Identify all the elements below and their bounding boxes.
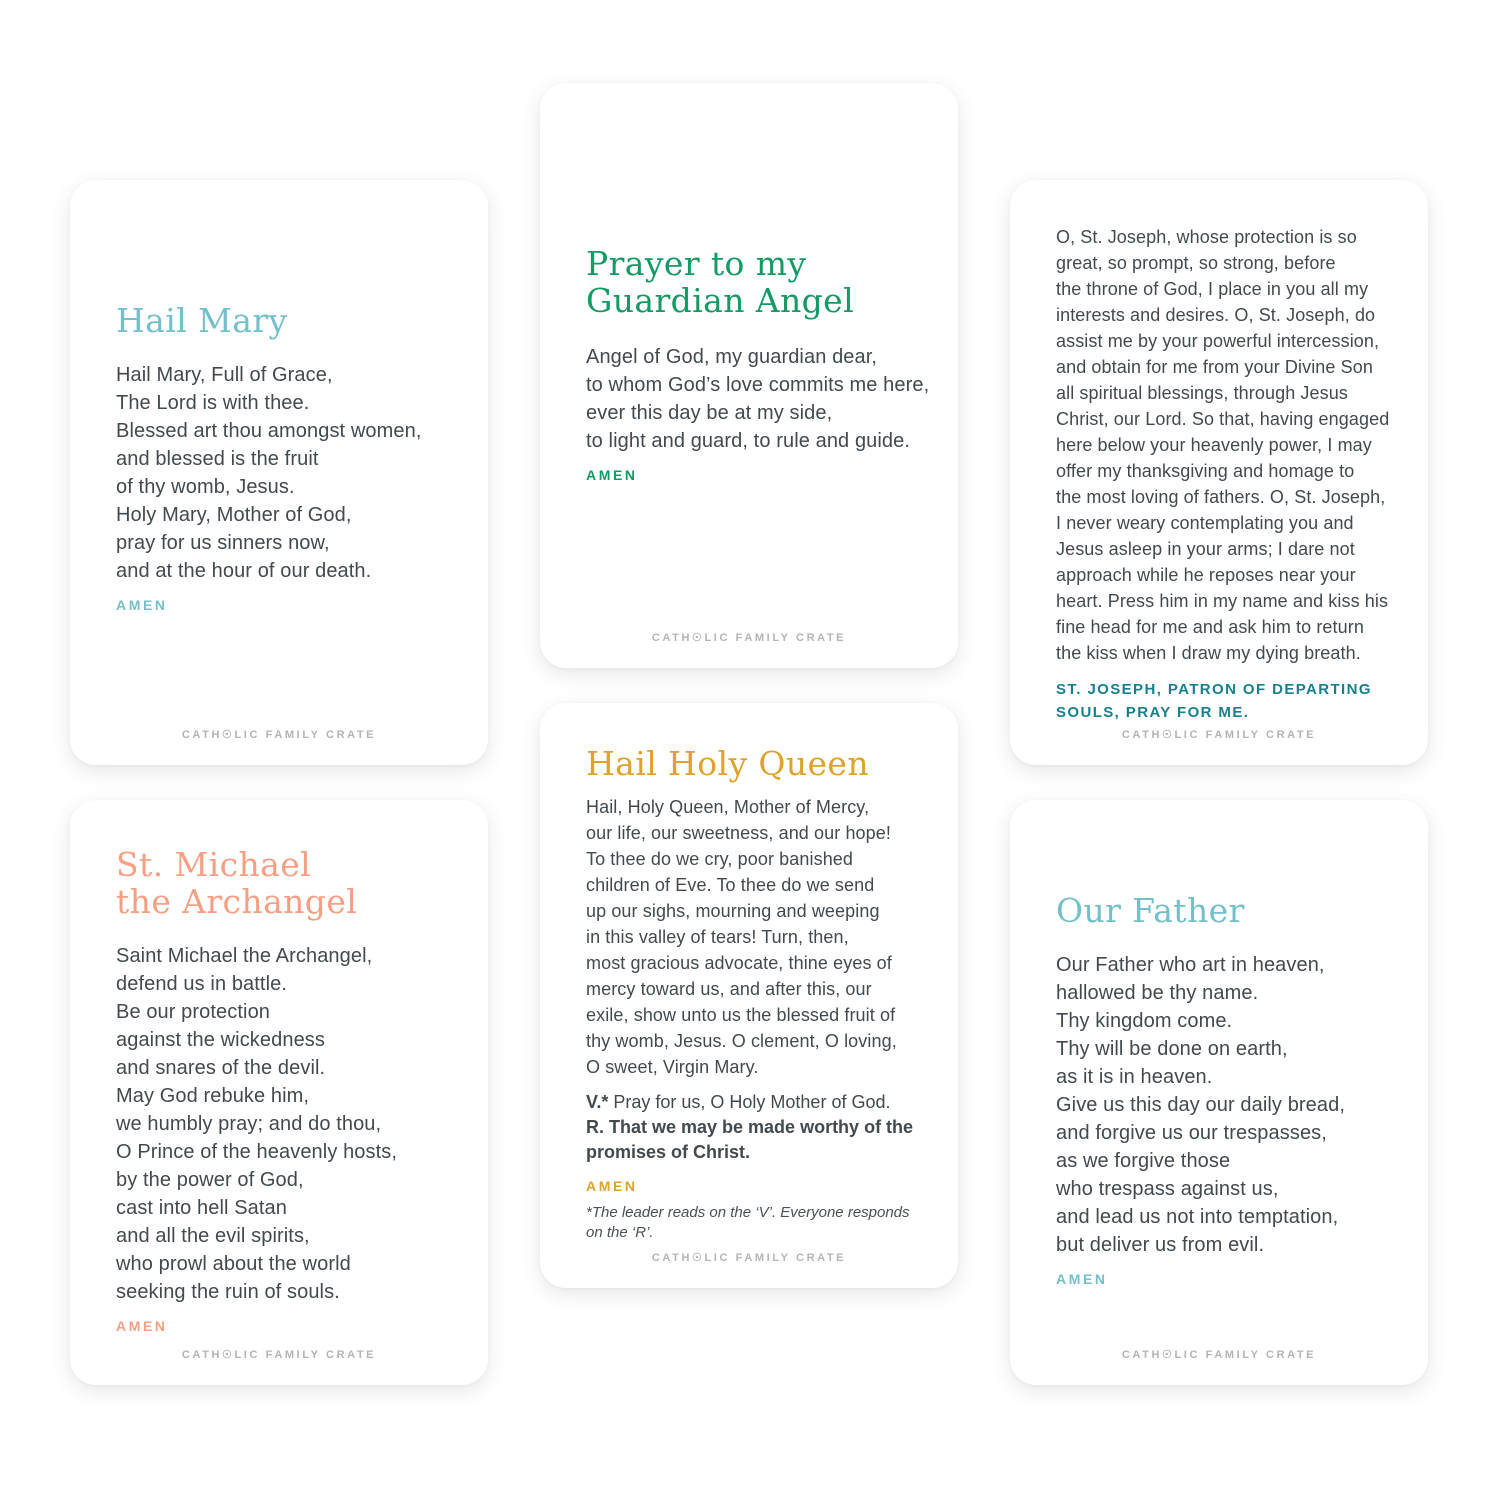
text-line: *The leader reads on the ‘V’. Everyone responds [586,1204,910,1221]
prayer-card-hail-holy-queen [540,703,958,1288]
text-line: interests and desires. O, St. Joseph, do [1056,305,1376,325]
text-line: approach while he reposes near your [1056,565,1356,585]
text-line: but deliver us from evil. [1056,1234,1265,1256]
prayer-card-hail-mary [70,180,488,765]
text-line: and obtain for me from your Divine Son [1056,357,1373,377]
text-line: who trespass against us, [1056,1178,1279,1200]
text-line: Holy Mary, Mother of God, [116,504,352,526]
text-line: great, so prompt, so strong, before [1056,253,1336,273]
text-line: ST. JOSEPH, PATRON OF DEPARTING [1056,681,1372,698]
text-line: to light and guard, to rule and guide. [586,430,911,452]
card-title-guardian-angel [586,245,912,319]
versicle-marker: V.* [586,1092,609,1112]
brand-wordmark: CATH☉LIC FAMILY CRATE [1121,1349,1317,1361]
text-line: assist me by your powerful intercession, [1056,331,1380,351]
card-title-our-father [1056,892,1382,929]
text-line: and forgive us our trespasses, [1056,1122,1327,1144]
text-line: most gracious advocate, thine eyes of [586,953,892,973]
text-line: Hail Holy Queen [586,744,870,783]
text-line: and snares of the devil. [116,1057,326,1079]
prayer-text-hail-holy-queen [586,794,912,1080]
text-line: Our Father [1056,891,1245,930]
text-line: exile, show unto us the blessed fruit of [586,1005,896,1025]
prayer-text-our-father [1056,951,1382,1259]
text-line: defend us in battle. [116,973,288,995]
amen-label: AMEN [1056,1271,1108,1287]
text-line: Guardian Angel [586,281,855,320]
text-line: Our Father who art in heaven, [1056,954,1325,976]
card-title-hail-holy-queen [586,745,912,782]
text-line: and at the hour of our death. [116,560,372,582]
text-line: Prayer to my [586,244,807,283]
brand-wordmark: CATH☉LIC FAMILY CRATE [651,1252,847,1264]
amen-label: AMEN [586,1178,638,1194]
prayer-card-guardian-angel [540,83,958,668]
text-line: O Prince of the heavenly hosts, [116,1141,398,1163]
text-line: Thy kingdom come. [1056,1010,1233,1032]
text-line: O, St. Joseph, whose protection is so [1056,227,1357,247]
amen-label: AMEN [116,1318,168,1334]
text-line: Be our protection [116,1001,271,1023]
prayer-text-st-joseph [1056,224,1390,666]
text-line: as we forgive those [1056,1150,1231,1172]
brand-wordmark: CATH☉LIC FAMILY CRATE [651,632,847,644]
text-line: offer my thanksgiving and homage to [1056,461,1355,481]
text-line: Hail, Holy Queen, Mother of Mercy, [586,797,870,817]
text-line: of thy womb, Jesus. [116,476,295,498]
text-line: hallowed be thy name. [1056,982,1259,1004]
text-line: R. That we may be made worthy of the [586,1117,914,1137]
prayer-card-st-joseph [1010,180,1428,765]
text-line: the kiss when I draw my dying breath. [1056,643,1361,663]
prayer-text-st-michael [116,942,442,1306]
text-line: Thy will be done on earth, [1056,1038,1288,1060]
amen-label: AMEN [116,597,168,613]
versicle-response-block [586,1090,912,1165]
text-line: Hail Mary [116,301,288,340]
text-line: against the wickedness [116,1029,325,1051]
text-line: the throne of God, I place in you all my [1056,279,1369,299]
text-line: pray for us sinners now, [116,532,330,554]
text-line: SOULS, PRAY FOR ME. [1056,704,1250,721]
brand-wordmark: CATH☉LIC FAMILY CRATE [181,1349,377,1361]
text-line: O sweet, Virgin Mary. [586,1057,759,1077]
text-line: here below your heavenly power, I may [1056,435,1372,455]
text-line: children of Eve. To thee do we send [586,875,875,895]
text-line: thy womb, Jesus. O clement, O loving, [586,1031,897,1051]
text-line: seeking the ruin of souls. [116,1281,340,1303]
text-line: I never weary contemplating you and [1056,513,1354,533]
text-line: in this valley of tears! Turn, then, [586,927,849,947]
text-line: Saint Michael the Archangel, [116,945,373,967]
text-line: the most loving of fathers. O, St. Joseph, [1056,487,1386,507]
prayer-text-guardian-angel [586,343,930,455]
amen-label: AMEN [586,467,638,483]
versicle-text: Pray for us, O Holy Mother of God. [613,1092,891,1112]
response-lines [586,1115,912,1165]
text-line: and all the evil spirits, [116,1225,310,1247]
card-title-st-michael [116,846,442,920]
text-line: mercy toward us, and after this, our [586,979,872,999]
text-line: as it is in heaven. [1056,1066,1213,1088]
text-line: promises of Christ. [586,1142,751,1162]
text-line: and blessed is the fruit [116,448,319,470]
prayer-card-st-michael [70,800,488,1385]
text-line: heart. Press him in my name and kiss his [1056,591,1389,611]
text-line: cast into hell Satan [116,1197,287,1219]
text-line: to whom God’s love commits me here, [586,374,930,396]
text-line: St. Michael [116,845,312,884]
brand-wordmark: CATH☉LIC FAMILY CRATE [1121,729,1317,741]
text-line: Give us this day our daily bread, [1056,1094,1346,1116]
text-line: by the power of God, [116,1169,304,1191]
prayer-text-hail-mary [116,361,442,585]
text-line: all spiritual blessings, through Jesus [1056,383,1348,403]
text-line: who prowl about the world [116,1253,351,1275]
text-line: and lead us not into temptation, [1056,1206,1339,1228]
brand-wordmark: CATH☉LIC FAMILY CRATE [181,729,377,741]
text-line: ever this day be at my side, [586,402,833,424]
text-line: we humbly pray; and do thou, [116,1113,382,1135]
prayer-card-our-father [1010,800,1428,1385]
text-line: To thee do we cry, poor banished [586,849,854,869]
text-line: Christ, our Lord. So that, having engaged [1056,409,1390,429]
text-line: the Archangel [116,882,358,921]
text-line: May God rebuke him, [116,1085,310,1107]
text-line: on the ‘R’. [586,1224,654,1241]
invocation-st-joseph [1056,678,1382,724]
text-line: Blessed art thou amongst women, [116,420,422,442]
leader-note [586,1203,912,1243]
text-line: Angel of God, my guardian dear, [586,346,878,368]
text-line: fine head for me and ask him to return [1056,617,1364,637]
card-title-hail-mary [116,302,442,339]
text-line: Hail Mary, Full of Grace, [116,364,333,386]
text-line: Jesus asleep in your arms; I dare not [1056,539,1355,559]
versicle-line [586,1090,912,1115]
text-line: our life, our sweetness, and our hope! [586,823,891,843]
text-line: up our sighs, mourning and weeping [586,901,880,921]
text-line: The Lord is with thee. [116,392,310,414]
